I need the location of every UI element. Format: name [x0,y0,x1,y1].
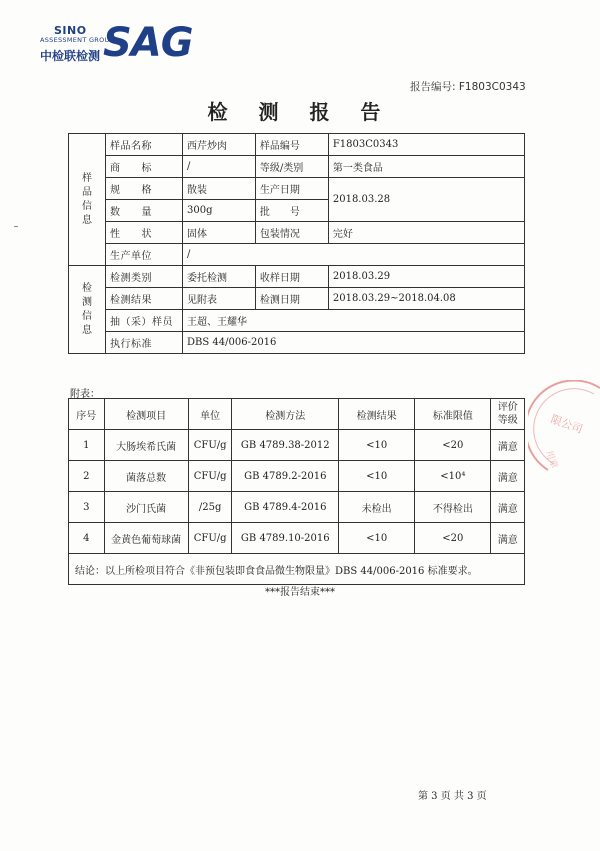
table-row [69,288,525,310]
field-label: 数 量 [106,200,183,222]
field-label: 样品名称 [106,134,183,156]
report-end-text: ***报告结束*** [265,587,335,598]
sample-info-table [68,133,525,354]
field-value: 300g [183,200,256,222]
field-label: 检测类别 [106,266,183,288]
field-value: 委托检测 [183,266,256,288]
report-number: 报告编号: F1803C0343 [410,81,526,93]
company-logo [40,22,210,72]
column-header: 标准限值 [415,399,491,430]
table-cell: 满意 [491,523,525,554]
column-header: 评价等级 [491,399,525,430]
logo-text-sag: SAG [103,20,193,66]
field-label: 检测日期 [255,288,328,310]
table-row [69,156,525,178]
logo-text-sino: SINO [54,24,87,37]
table-cell: /25g [188,492,232,523]
field-value: DBS 44/006-2016 [183,332,525,354]
table-cell: CFU/g [188,523,232,554]
field-label: 收样日期 [255,266,328,288]
appendix-label: 附表： [70,389,100,400]
table-cell: <10⁴ [415,461,491,492]
table-cell: 菌落总数 [104,461,188,492]
field-label: 包装情况 [255,222,328,244]
table-cell: GB 4789.4-2016 [232,492,339,523]
table-cell: <20 [415,523,491,554]
table-cell: 4 [69,523,105,554]
table-cell: 金黄色葡萄球菌 [104,523,188,554]
table-cell: 未检出 [339,492,415,523]
column-header: 序号 [69,399,105,430]
table-cell: 大肠埃希氏菌 [104,430,188,461]
table-row [69,178,525,200]
field-label: 抽（采）样员 [106,310,183,332]
official-seal-icon [528,380,600,480]
table-header-row [69,399,525,430]
field-value: / [183,244,525,266]
table-row [69,461,525,492]
conclusion-text: 结论：以上所检项目符合《非预包装即食食品微生物限量》DBS 44/006-2016 标准要求。 [69,554,525,585]
table-row [69,244,525,266]
table-row [69,430,525,461]
page-number: 第 3 页 共 3 页 [418,791,487,802]
field-value: 2018.03.29~2018.04.08 [328,288,524,310]
table-cell: 3 [69,492,105,523]
logo-text-group: ASSESSMENT GROUP [40,36,114,44]
column-header: 检测项目 [104,399,188,430]
field-value: 王超、王耀华 [183,310,525,332]
table-cell: 满意 [491,492,525,523]
table-row [69,332,525,354]
table-cell: GB 4789.38-2012 [232,430,339,461]
column-header: 检测方法 [232,399,339,430]
sample-info-side-label: 样品信息 [69,134,106,266]
table-cell: 不得检出 [415,492,491,523]
field-value: 散装 [183,178,256,200]
logo-text-chinese: 中检联检测 [40,49,101,63]
table-cell: CFU/g [188,430,232,461]
table-cell: <10 [339,461,415,492]
table-cell: 满意 [491,461,525,492]
field-value: F1803C0343 [328,134,524,156]
table-cell: 2 [69,461,105,492]
page-title: 检 测 报 告 [207,100,393,124]
field-label: 性 状 [106,222,183,244]
table-cell: GB 4789.10-2016 [232,523,339,554]
field-label: 商 标 [106,156,183,178]
table-row [69,266,525,288]
table-cell: 满意 [491,430,525,461]
field-value: 2018.03.29 [328,266,524,288]
field-label: 批 号 [255,200,328,222]
field-label: 等级/类别 [255,156,328,178]
production-date-value: 2018.03.28 [328,178,524,222]
scan-mark [14,226,18,227]
field-label: 检测结果 [106,288,183,310]
field-label: 样品编号 [255,134,328,156]
field-value: 固体 [183,222,256,244]
field-value: 见附表 [183,288,256,310]
table-cell: <10 [339,523,415,554]
field-value: / [183,156,256,178]
field-label: 生产日期 [255,178,328,200]
svg-text:用章: 用章 [543,449,559,470]
test-info-side-label: 检测信息 [69,266,106,354]
field-value: 西芹炒肉 [183,134,256,156]
table-row [69,523,525,554]
field-value: 完好 [328,222,524,244]
table-row [69,492,525,523]
table-cell: GB 4789.2-2016 [232,461,339,492]
table-row [69,134,525,156]
table-cell: <20 [415,430,491,461]
table-cell: CFU/g [188,461,232,492]
field-label: 生产单位 [106,244,183,266]
table-row [69,554,525,585]
table-cell: 沙门氏菌 [104,492,188,523]
field-label: 规 格 [106,178,183,200]
table-cell: <10 [339,430,415,461]
results-table [68,398,525,585]
field-label: 执行标准 [106,332,183,354]
column-header: 检测结果 [339,399,415,430]
table-row [69,222,525,244]
column-header: 单位 [188,399,232,430]
svg-text:限公司: 限公司 [548,412,585,437]
table-cell: 1 [69,430,105,461]
table-row [69,310,525,332]
field-value: 第一类食品 [328,156,524,178]
